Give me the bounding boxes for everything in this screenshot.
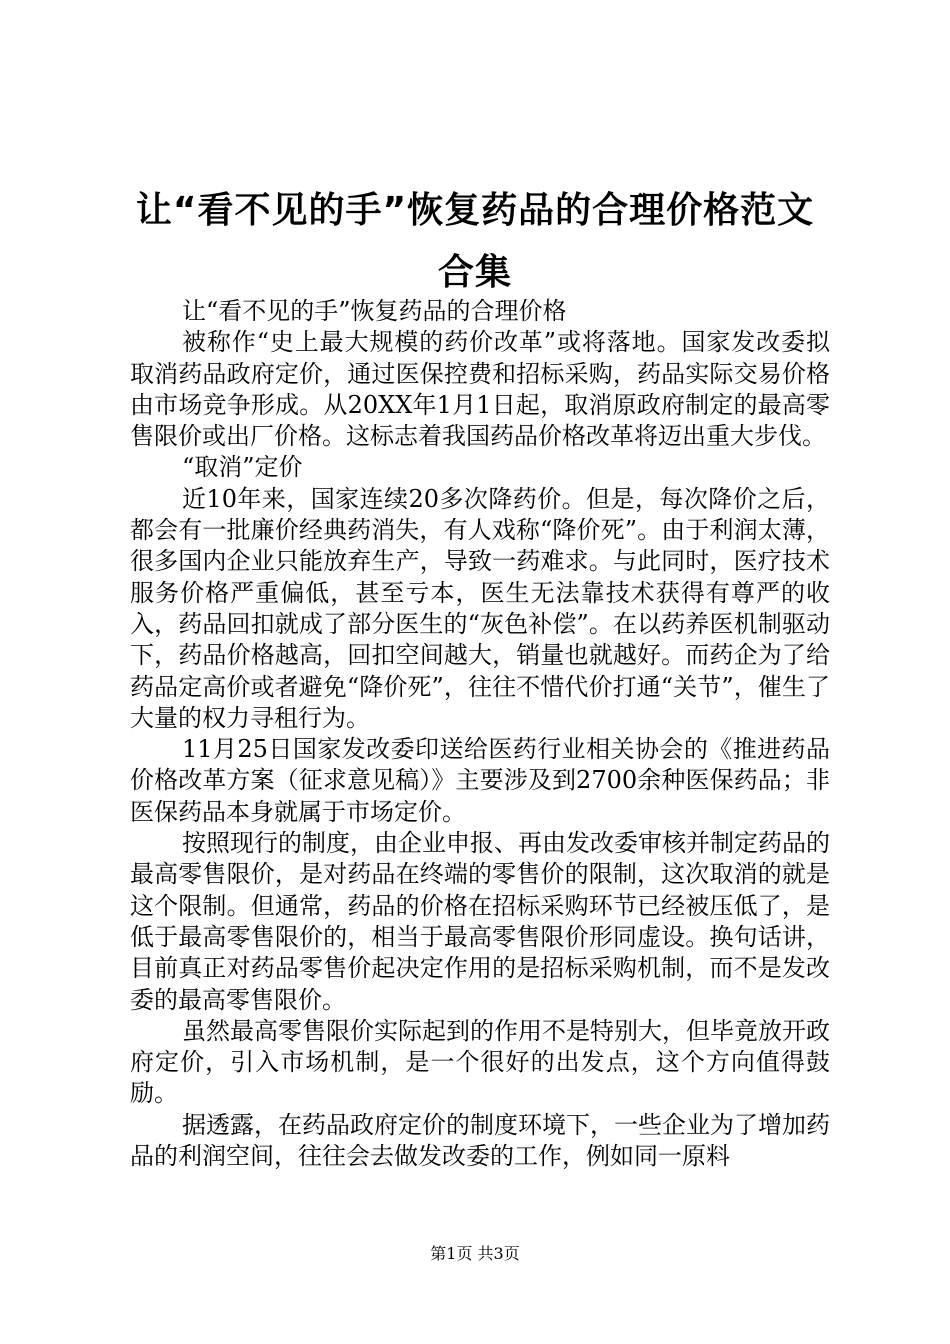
- section-heading: “取消”定价: [182, 453, 303, 482]
- document-title: 让“看不见的手”恢复药品的合理价格范文合集: [135, 190, 815, 293]
- paragraph: 被称作“史上最大规模的药价改革”或将落地。国家发改委拟取消药品政府定价，通过医保控费和招标采购，药品实际交易价格由市场竞争形成。从20XX年1月1日起，取消原政府制定的最高零售限价或出厂价格。这标志着我国药品价格改革将迈出重大步伐。: [130, 328, 830, 451]
- paragraph: 虽然最高零售限价实际起到的作用不是特别大，但毕竟放开政府定价，引入市场机制，是一个很好的出发点，这个方向值得鼓励。: [130, 1016, 830, 1108]
- paragraph: 近10年来，国家连续20多次降药价。但是，每次降价之后，都会有一批廉价经典药消失，有人戏称“降价死”。由于利润太薄，很多国内企业只能放弃生产，导致一药难求。与此同时，医疗技术服务价格严重偏低，甚至亏本，医生无法靠技术获得有尊严的收入，药品回扣就成了部分医生的“灰色补偿”。在以药养医机制驱动下，药品价格越高，回扣空间越大，销量也就越好。而药企为了给药品定高价或者避免“降价死”，往往不惜代价打通“关节”，催生了大量的权力寻租行为。: [130, 484, 830, 732]
- paragraph: 11月25日国家发改委印送给医药行业相关协会的《推进药品价格改革方案（征求意见稿）》主要涉及到2700余种医保药品；非医保药品本身就属于市场定价。: [130, 735, 830, 826]
- paragraph: 据透露，在药品政府定价的制度环境下，一些企业为了增加药品的利润空间，往往会去做发改委的工作，例如同一原料: [130, 1110, 830, 1171]
- paragraph: 按照现行的制度，由企业申报、再由发改委审核并制定药品的最高零售限价，是对药品在终端的零售价的限制，这次取消的就是这个限制。但通常，药品的价格在招标采购环节已经被压低了，是低于最高零售限价的，相当于最高零售限价形同虚设。换句话讲，目前真正对药品零售价起决定作用的是招标采购机制，而不是发改委的最高零售限价。: [130, 829, 830, 1014]
- page-footer: 第1页 共3页: [430, 1244, 520, 1263]
- document-body: [130, 296, 830, 1172]
- article-subtitle: 让“看不见的手”恢复药品的合理价格: [182, 297, 567, 325]
